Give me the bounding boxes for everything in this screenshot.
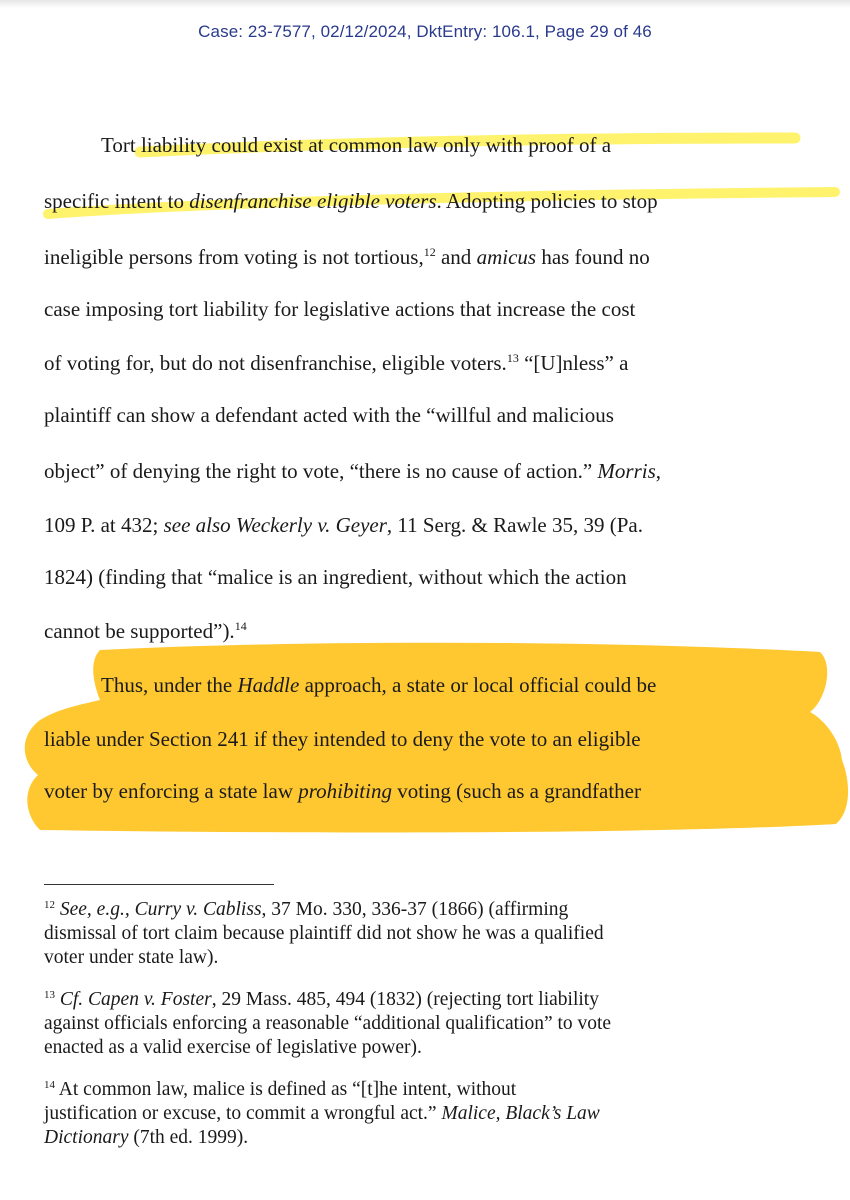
footnote-13-line-3: enacted as a valid exercise of legislative power).: [44, 1037, 422, 1058]
p2-line-2: liable under Section 241 if they intended to deny the vote to an eligible: [44, 727, 641, 751]
footnote-13-line-2: against officials enforcing a reasonable “additional qualification” to vote: [44, 1013, 612, 1034]
footnote-ref-13[interactable]: 13: [506, 351, 519, 365]
footnote-12-line-1: $^{12}$ See, e.g., Curry v. Cabliss, 37 Mo. 330, 336-37 (1866) (affirming: [44, 899, 569, 920]
footnote-14-line-3: Dictionary (7th ed. 1999).: [44, 1127, 249, 1148]
case-header: Case: 23-7577, 02/12/2024, DktEntry: 106.1, Page 29 of 46: [198, 22, 652, 41]
footnote-13-line-1: $^{13}$ Cf. Capen v. Foster, 29 Mass. 485, 494 (1832) (rejecting tort liability: [44, 989, 599, 1010]
p1-line-8: 109 P. at 432; see also Weckerly v. Geyer, 11 Serg. & Rawle 35, 39 (Pa.: [44, 513, 643, 537]
p1-line-10: cannot be supported”).$^{14}$: [44, 619, 247, 643]
footnote-12-line-2: dismissal of tort claim because plaintiff did not show he was a qualified: [44, 923, 604, 944]
p1-line-1: Tort liability could exist at common law only with proof of a: [101, 133, 612, 157]
p1-line-9: 1824) (finding that “malice is an ingredient, without which the action: [44, 565, 627, 589]
p1-line-2: specific intent to disenfranchise eligible voters. Adopting policies to stop: [44, 189, 658, 213]
p2-line-1: Thus, under the Haddle approach, a state or local official could be: [101, 673, 657, 697]
footnote-ref-12[interactable]: 12: [423, 245, 436, 259]
p1-line-5: of voting for, but do not disenfranchise, eligible voters.$^{13}$ “[U]nless” a: [44, 351, 629, 375]
footnote-separator: [44, 884, 274, 885]
p1-line-4: case imposing tort liability for legislative actions that increase the cost: [44, 297, 636, 321]
p1-line-7: object” of denying the right to vote, “there is no cause of action.” Morris,: [44, 459, 662, 483]
p1-line-3: ineligible persons from voting is not tortious,$^{12}$ and amicus has found no: [44, 245, 650, 269]
footnote-12-line-3: voter under state law).: [44, 947, 219, 968]
footnote-ref-14[interactable]: 14: [234, 619, 247, 633]
footnote-14-line-1: $^{14}$ At common law, malice is defined as “[t]he intent, without: [44, 1079, 517, 1100]
p1-line-6: plaintiff can show a defendant acted with the “willful and malicious: [44, 403, 614, 427]
footnote-14-line-2: justification or excuse, to commit a wrongful act.” Malice, Black’s Law: [44, 1103, 600, 1124]
p2-line-3: voter by enforcing a state law prohibiting voting (such as a grandfather: [44, 779, 641, 803]
